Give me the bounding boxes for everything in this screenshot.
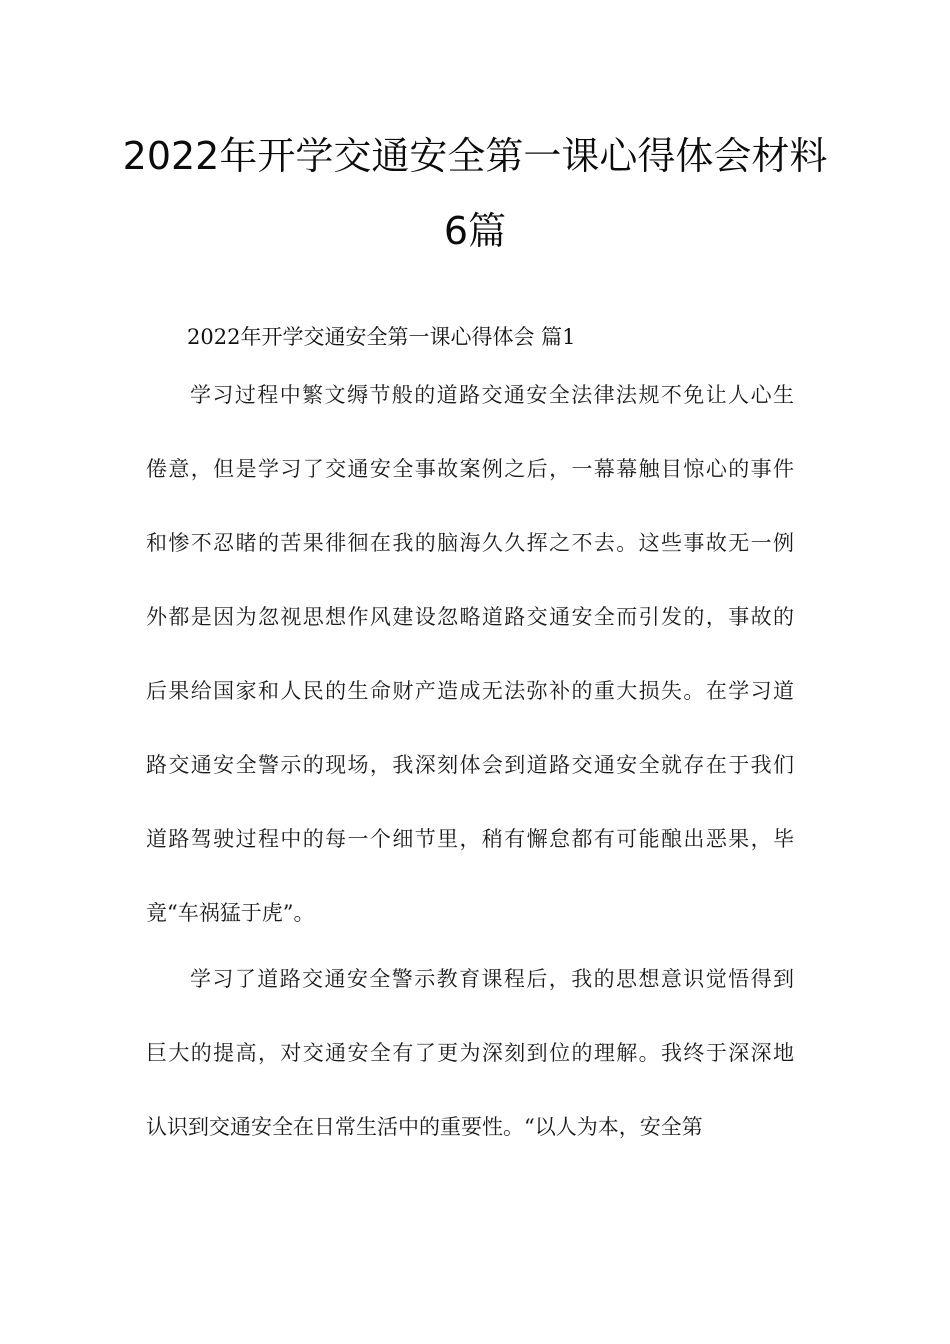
paragraph-1-line-7: 道路驾驶过程中的每一个细节里，稍有懈怠都有可能酿出恶果，毕 bbox=[146, 827, 794, 851]
section-heading: 2022年开学交通安全第一课心得体会 篇1 bbox=[187, 325, 576, 349]
paragraph-1-line-5: 后果给国家和人民的生命财产造成无法弥补的重大损失。在学习道 bbox=[146, 679, 794, 703]
paragraph-1-line-2: 倦意，但是学习了交通安全事故案例之后，一幕幕触目惊心的事件 bbox=[146, 457, 794, 481]
paragraph-1-line-3: 和惨不忍睹的苦果徘徊在我的脑海久久挥之不去。这些事故无一例 bbox=[146, 531, 794, 555]
paragraph-1-line-6: 路交通安全警示的现场，我深刻体会到道路交通安全就存在于我们 bbox=[146, 753, 794, 777]
document-title-line-1: 2022年开学交通安全第一课心得体会材料 bbox=[122, 134, 828, 178]
paragraph-2-line-1: 学习了道路交通安全警示教育课程后，我的思想意识觉悟得到 bbox=[190, 967, 794, 991]
paragraph-1-line-8: 竟“车祸猛于虎”。 bbox=[146, 901, 315, 925]
paragraph-2-line-2: 巨大的提高，对交通安全有了更为深刻到位的理解。我终于深深地 bbox=[146, 1041, 794, 1065]
paragraph-1-line-1: 学习过程中繁文缛节般的道路交通安全法律法规不免让人心生 bbox=[190, 383, 794, 407]
paragraph-1-line-4: 外都是因为忽视思想作风建设忽略道路交通安全而引发的，事故的 bbox=[146, 605, 794, 629]
document-title-line-2: 6篇 bbox=[443, 209, 507, 253]
paragraph-2-line-3: 认识到交通安全在日常生活中的重要性。“以人为本，安全第 bbox=[146, 1115, 703, 1139]
